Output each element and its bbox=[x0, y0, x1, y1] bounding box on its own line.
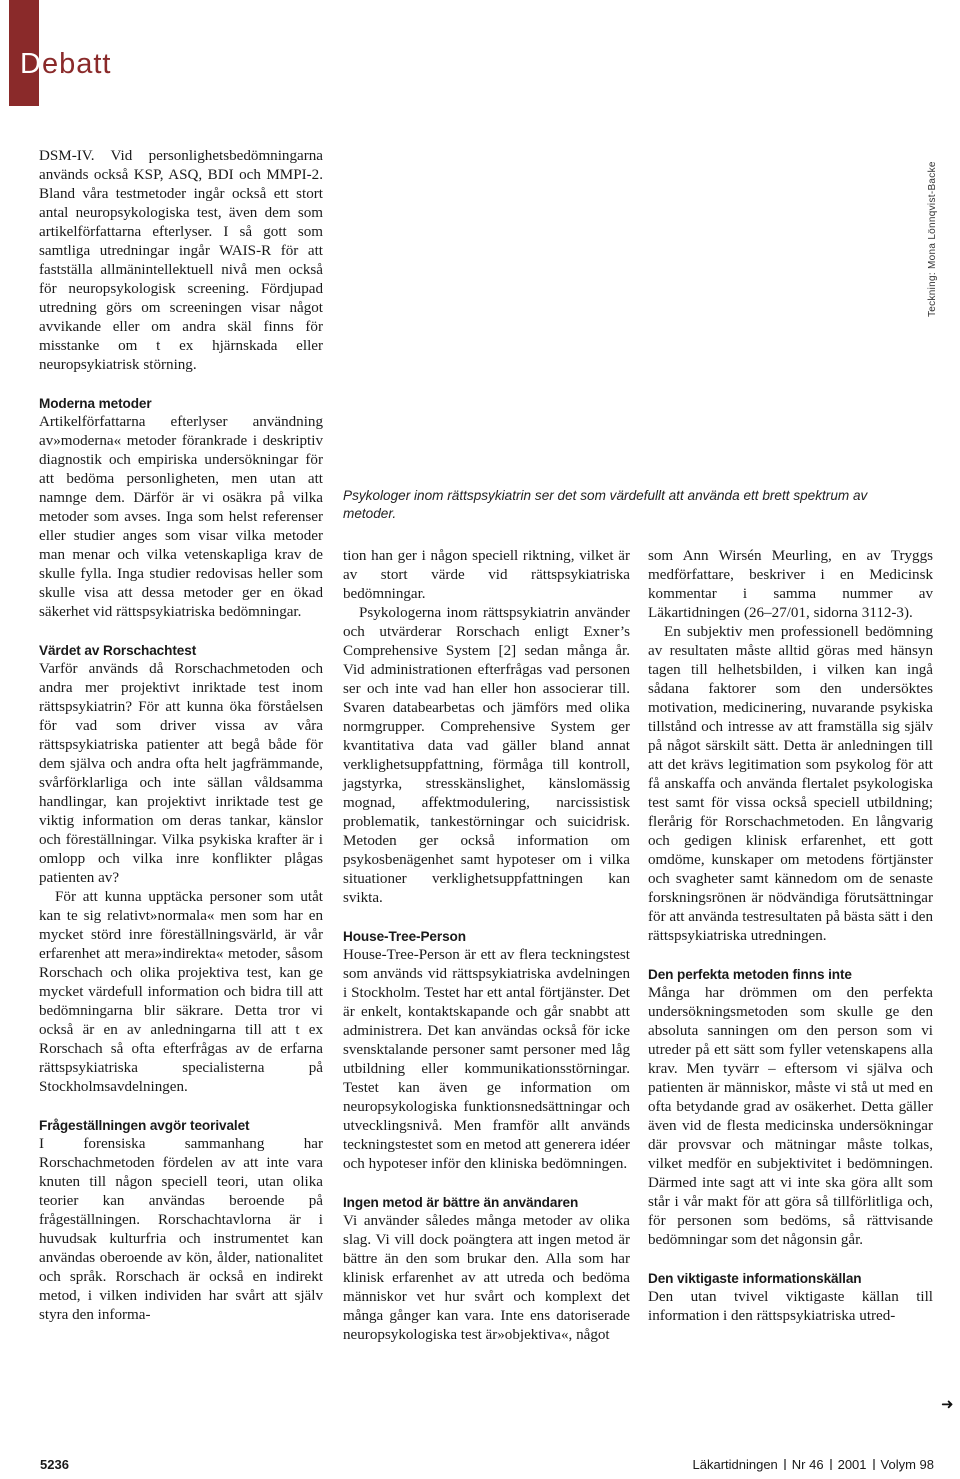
journal-volume: Volym 98 bbox=[880, 1457, 934, 1472]
paragraph: DSM-IV. Vid personlighetsbedömningarna används också KSP, ASQ, BDI och MMPI-2. Bland våra testmetoder ingår också ett stort antal neuropsykologiska test, även dem som artikelförfattarna efterlyser. I så gott som samtliga utredningar ingår WAIS-R för att fastställa allmänintellektuell nivå men också för neuropsykologisk screening. Fördjupad utredning görs om screeningen visar något avvikande eller om andra skäl finns för misstanke om t ex hjärnskada eller neuropsykiatrisk störning. bbox=[39, 148, 323, 373]
paragraph: House-Tree-Person är ett av flera teckningstest som används vid rättspsykiatriska avdelningen i Stockholm. Testet har ett antal förtjänster. Det är enkelt, kontaktskapande och går snabbt att administrera. Det kan användas också för icke svensktalande personer samt personer med låg utbildning eller kommunikationsstörningar. Testet kan även ge information om neuropsykologiska funktionsnedsättningar och utvecklingsnivå. Men framför allt används teckningstestet som en metod att generera idéer och hypoteser inför den kliniska bedömningen. bbox=[343, 947, 630, 1172]
paragraph: tion han ger i någon speciell riktning, vilket är av stort värde vid rättspsykiatriska bedömningar. bbox=[343, 548, 630, 602]
paragraph: Många har drömmen om den perfekta undersökningsmetoden som skulle ge den absoluta sanningen om den person som vi utreder på ett sätt som fyller vetenskapens alla krav. Men tyvärr – eftersom vi själva och patienten är människor, måste vi stå ut med en ofta betydande grad av osäkerhet. Detta gäller även vid de flesta medicinska undersökningar där provsvar och mätningar måste tolkas, vilket medför en subjektivitet i bedömningen. Därmed inte sagt att vi inte ska göra allt som står i vår makt för att göra så tillförlitliga och, för personen som bedöms, så rättvisande bedömningar som det någonsin går. bbox=[648, 985, 933, 1248]
subheading: Den perfekta metoden finns inte bbox=[648, 967, 852, 982]
article-column-1 bbox=[39, 147, 323, 1325]
subheading: Moderna metoder bbox=[39, 396, 152, 411]
subheading: Värdet av Rorschachtest bbox=[39, 643, 197, 658]
article-column-2 bbox=[343, 547, 630, 1345]
paragraph: För att kunna upptäcka personer som utåt kan te sig relativt»normala« men som har en mycket störd inre föreställningsvärld, är vår erfarenhet att mera»indirekta« metoder, såsom Rorschach och olika projektiva test, kan ge mycket värdefull information och bidra till att bedömningarna blir säkrare. Detta tror vi också är en av anledningarna till att t ex Rorschach så ofta efterfrågas av de erfarna rättspsykiatriska specialisterna på Stockholmsavdelningen. bbox=[39, 889, 323, 1095]
illustration-credit: Teckning: Mona Lönnqvist-Backe bbox=[927, 161, 938, 317]
section-title-initial: D bbox=[20, 48, 42, 80]
article-column-3 bbox=[648, 547, 933, 1326]
image-caption: Psykologer inom rättspsykiatrin ser det som värdefullt att använda ett brett spektrum av metoder. bbox=[343, 488, 868, 521]
paragraph: I forensiska sammanhang har Rorschachmetoden fördelen av att inte vara knuten till någon speciell teori, utan olika teorier kan användas beroende på frågeställningen. Rorschachtavlorna är i huvudsak kulturfria och instrumentet kan användas oberoende av kön, ålder, nationalitet och språk. Rorschach är också en indirekt metod, i vilken individen har svårt att själv styra den informa- bbox=[39, 1136, 323, 1323]
journal-name: Läkartidningen bbox=[692, 1457, 778, 1472]
section-title-rest: ebatt bbox=[41, 48, 112, 80]
subheading: Den viktigaste informationskällan bbox=[648, 1271, 862, 1286]
footer-separator bbox=[830, 1459, 832, 1470]
paragraph: Den utan tvivel viktigaste källan till information i den rättspsykiatriska utred- bbox=[648, 1289, 933, 1324]
journal-year: 2001 bbox=[837, 1457, 867, 1472]
subheading: Ingen metod är bättre än användaren bbox=[343, 1195, 579, 1210]
paragraph: Vi använder således många metoder av olika slag. Vi vill dock poängtera att ingen metod är bättre än den som brukar den. Alla som har klinisk erfarenhet av att utreda och bedöma människor vet hur svårt och komplext det många gånger kan vara. Inte ens datoriserade neuropsykologiska test är»objektiva«, något bbox=[343, 1213, 630, 1343]
subheading: House-Tree-Person bbox=[343, 929, 466, 944]
journal-issue: Nr 46 bbox=[791, 1457, 824, 1472]
footer-separator bbox=[873, 1459, 875, 1470]
paragraph: som Ann Wirsén Meurling, en av Tryggs medförfattare, beskriver i en Medicinsk kommentar i samma nummer av Läkartidningen (26–27/01, sidorna 3112-3). bbox=[648, 548, 933, 621]
paragraph: En subjektiv men professionell bedömning av resultaten måste alltid göras med hänsyn tagen till helhetsbilden, i vilken kan ingå sådana faktorer som den undersöktes motivation, medicinering, nuvarande psykiska tillstånd och intresse av att framställa sig själv på något särskilt sätt. Detta är anledningen till att det krävs legitimation som psykolog för att få anskaffa och använda flertalet psykologiska test samt för vissa också speciell utbildning; flerårig för Rorschachmetoden. En långvarig och gedigen klinisk erfarenhet, ett gott omdöme, kunskaper om metodens förtjänster och svagheter samt kännedom om de senaste forskningsrönen är nödvändiga förutsättningar för att använda testresultaten på bästa sätt i den rättspsykiatriska utredningen. bbox=[648, 624, 933, 944]
footer-separator bbox=[784, 1459, 786, 1470]
section-title bbox=[20, 50, 111, 79]
paragraph: Artikelförfattarna efterlyser användning av»moderna« metoder förankrade i deskriptiv diagnostik och empiriska undersökningar för att bedöma personligheten, men utan att namnge dem. Därför är vi osäkra på vilka metoder som avses. Inga som helst referenser eller studier anges som visar vilka metoder man menar och vilka vetenskapliga krav de skulle fylla. Inga studier redovisas heller som skulle visa att dessa metoder ger en ökad säkerhet vid rättspsykiatriska bedömningar. bbox=[39, 414, 323, 620]
journal-footer bbox=[693, 1457, 935, 1472]
arrow-right-icon: ➜ bbox=[941, 1395, 954, 1413]
page-number: 5236 bbox=[40, 1457, 69, 1472]
paragraph: Varför används då Rorschachmetoden och andra mer projektivt inriktade test inom rättspsykiatrin? För att kunna öka förståelsen för vad som driver vissa av våra rättspsykiatriska patienter att begå både för dem själva och andra ofta helt jagfrämmande, svårförklarliga och inte sällan våldsamma handlingar, kan projektivt inriktade test ge viktig information om deras tankar, känslor och föreställningar. Vilka psykiska krafter är i omlopp och vilka inre konflikter plågas patienten av? bbox=[39, 661, 323, 886]
paragraph: Psykologerna inom rättspsykiatrin använder och utvärderar Rorschach enligt Exner’s Comprehensive System [2] sedan många år. Vid administrationen efterfrågas vad personen ser och inte vad han eller hon associerar till. Svaren databearbetas och jämförs med olika normgrupper. Comprehensive System ger kvantitativa data vad gäller bland annat verklighetsuppfattning, förmåga till kontroll, jagstyrka, stresskänslighet, känslomässig mognad, affektmodulering, narcissistisk problematik, tankestörningar och suicidrisk. Metoden ger också information om psykosbenägenhet samt hypoteser om i vilka situationer verklighetsuppfattningen kan svikta. bbox=[343, 605, 630, 906]
subheading: Frågeställningen avgör teorivalet bbox=[39, 1118, 250, 1133]
